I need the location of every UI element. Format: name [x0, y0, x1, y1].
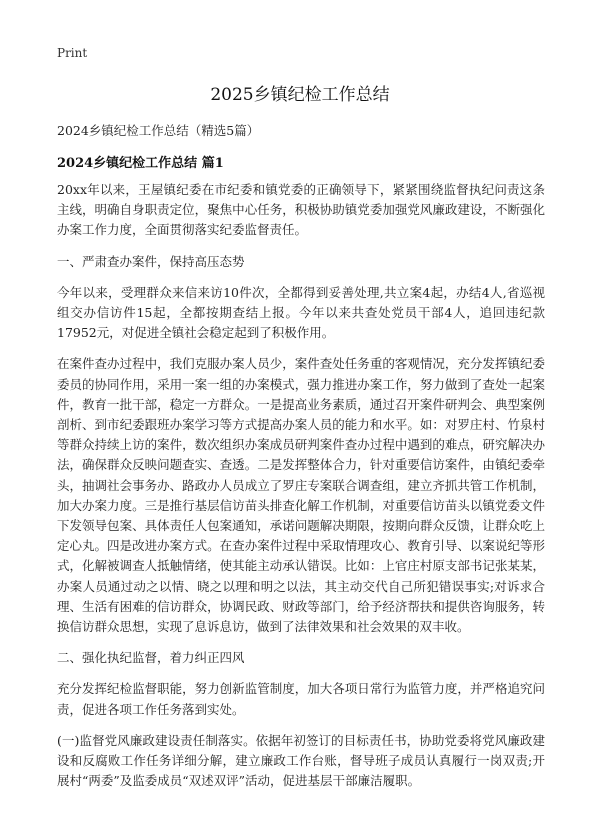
- document-body: [57, 180, 545, 802]
- supervision-paragraph: 充分发挥纪检监督职能，努力创新监管制度，加大各项日常行为监管力度，并严格追究问责，促进各项工作任务落到实处。: [57, 681, 545, 717]
- section-heading: 2024乡镇纪检工作总结 篇1: [57, 156, 224, 171]
- subheading-supervision: 二、强化执纪监督，着力纠正四风: [57, 650, 245, 666]
- print-label[interactable]: Print: [57, 46, 88, 60]
- subheading-investigation: 一、严肃查办案件，保持高压态势: [57, 253, 245, 269]
- intro-paragraph: 20xx年以来，王屋镇纪委在市纪委和镇党委的正确领导下，紧紧围绕监督执纪问责这条主线，明确自身职责定位，聚焦中心任务，积极协助镇党委加强党风廉政建设，不断强化办案工作力度，全面贯彻落实纪委监督责任。: [57, 182, 545, 238]
- statistics-paragraph: 今年以来，受理群众来信来访10件次，全都得到妥善处理,共立案4起，办结4人,省巡视组交办信访件15起，全都按期查结上报。今年以来共查处党员干部4人，追回违纪款17952元，对促进全镇社会稳定起到了积极作用。: [57, 284, 545, 341]
- document-subtitle: 2024乡镇纪检工作总结（精选5篇）: [57, 123, 260, 138]
- responsibility-paragraph: (一)监督党风廉政建设责任制落实。依据年初签订的目标责任书，协助党委将党风廉政建设和反腐败工作任务详细分解，建立廉政工作台账，督导班子成员认真履行一岗双责;开展村“两委”及监委成员“双述双评”活动，促进基层干部廉洁履职。: [57, 732, 545, 789]
- page-title: 2025乡镇纪检工作总结: [210, 85, 390, 105]
- casework-paragraph: 在案件查办过程中，我们克服办案人员少，案件查处任务重的客观情况，充分发挥镇纪委委员的协同作用，采用一案一组的办案模式，强力推进办案工作，努力做到了查处一起案件，教育一批干部，稳定一方群众。一是提高业务素质，通过召开案件研判会、典型案例剖析、到市纪委跟班办案学习等方式提高办案人员的能力和水平。如：对罗庄村、竹泉村等群众持续上访的案件，数次组织办案成员研判案件查办过程中遇到的难点，研究解决办法，确保群众反映问题查实、查透。二是发挥整体合力，针对重要信访案件，由镇纪委牵头，抽调社会事务办、路政办人员成立了罗庄专案联合调查组，建立齐抓共管工作机制，加大办案力度。三是推行基层信访苗头排查化解工作机制，对重要信访苗头以镇党委文件下发领导包案、具体责任人包案通知，承诺问题解决期限，按期向群众反馈，让群众吃上定心丸。四是改进办案方式。在查办案件过程中采取情理攻心、教育引导、以案说纪等形式，化解被调查人抵触情绪，使其能主动承认错误。比如：上官庄村原支部书记张某某，办案人员通过动之以情、晓之以理和明之以法，其主动交代自己所犯错误事实;对诉求合理、生活有困难的信访群众，协调民政、财政等部门，给予经济帮扶和提供咨询服务，转换信访群众思想，实现了息诉息访，做到了法律效果和社会效果的双丰收。: [57, 356, 545, 635]
